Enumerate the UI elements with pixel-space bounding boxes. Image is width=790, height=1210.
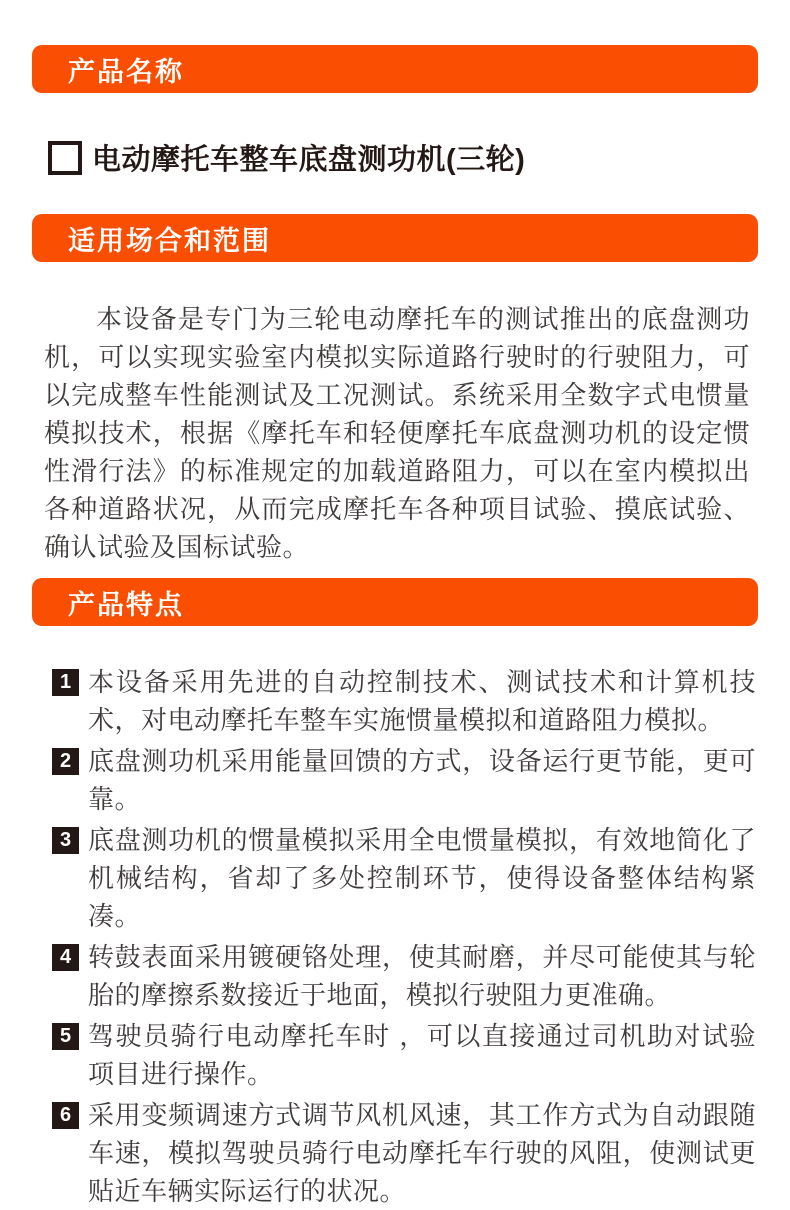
product-title-row	[48, 137, 525, 178]
section-heading-features: 产品特点	[68, 589, 184, 620]
feature-number-badge: 1	[52, 669, 79, 696]
feature-item-2	[52, 742, 758, 818]
features-list	[52, 663, 758, 1210]
feature-item-3	[52, 821, 758, 935]
feature-number-badge: 5	[52, 1023, 79, 1050]
section-banner-product-name	[32, 45, 758, 93]
scope-paragraph: 本设备是专门为三轮电动摩托车的测试推出的底盘测功机，可以实现实验室内模拟实际道路行驶时的行驶阻力，可以完成整车性能测试及工况测试。系统采用全数字式电惯量模拟技术，根据《摩托车和轻便摩托车底盘测功机的设定惯性滑行法》的标准规定的加载道路阻力，可以在室内模拟出各种道路状况，从而完成摩托车各种项目试验、摸底试验、确认试验及国标试验。	[44, 304, 750, 562]
feature-text: 本设备采用先进的自动控制技术、测试技术和计算机技术，对电动摩托车整车实施惯量模拟和道路阻力模拟。	[88, 667, 756, 735]
feature-text: 采用变频调速方式调节风机风速，其工作方式为自动跟随车速，模拟驾驶员骑行电动摩托车行驶的风阻，使测试更贴近车辆实际运行的状况。	[88, 1100, 756, 1206]
product-checkbox	[48, 141, 82, 175]
section-heading-product-name: 产品名称	[68, 56, 184, 87]
feature-item-6	[52, 1096, 758, 1210]
feature-number-badge: 3	[52, 827, 79, 854]
feature-number-badge: 6	[52, 1102, 79, 1129]
feature-text: 驾驶员骑行电动摩托车时 ，可以直接通过司机助对试验项目进行操作。	[88, 1021, 756, 1089]
section-banner-scope	[32, 214, 758, 262]
section-heading-scope: 适用场合和范围	[68, 225, 271, 256]
feature-number-badge: 4	[52, 944, 79, 971]
feature-item-4	[52, 938, 758, 1014]
feature-text: 转鼓表面采用镀硬铬处理，使其耐磨，并尽可能使其与轮胎的摩擦系数接近于地面，模拟行驶阻力更准确。	[88, 942, 756, 1010]
section-banner-features	[32, 578, 758, 626]
feature-text: 底盘测功机的惯量模拟采用全电惯量模拟，有效地简化了机械结构，省却了多处控制环节，使得设备整体结构紧凑。	[88, 825, 756, 931]
feature-item-5	[52, 1017, 758, 1093]
product-title: 电动摩托车整车底盘测功机(三轮)	[92, 144, 526, 176]
feature-text: 底盘测功机采用能量回馈的方式，设备运行更节能，更可靠。	[88, 746, 756, 814]
feature-number-badge: 2	[52, 748, 79, 775]
feature-item-1	[52, 663, 758, 739]
